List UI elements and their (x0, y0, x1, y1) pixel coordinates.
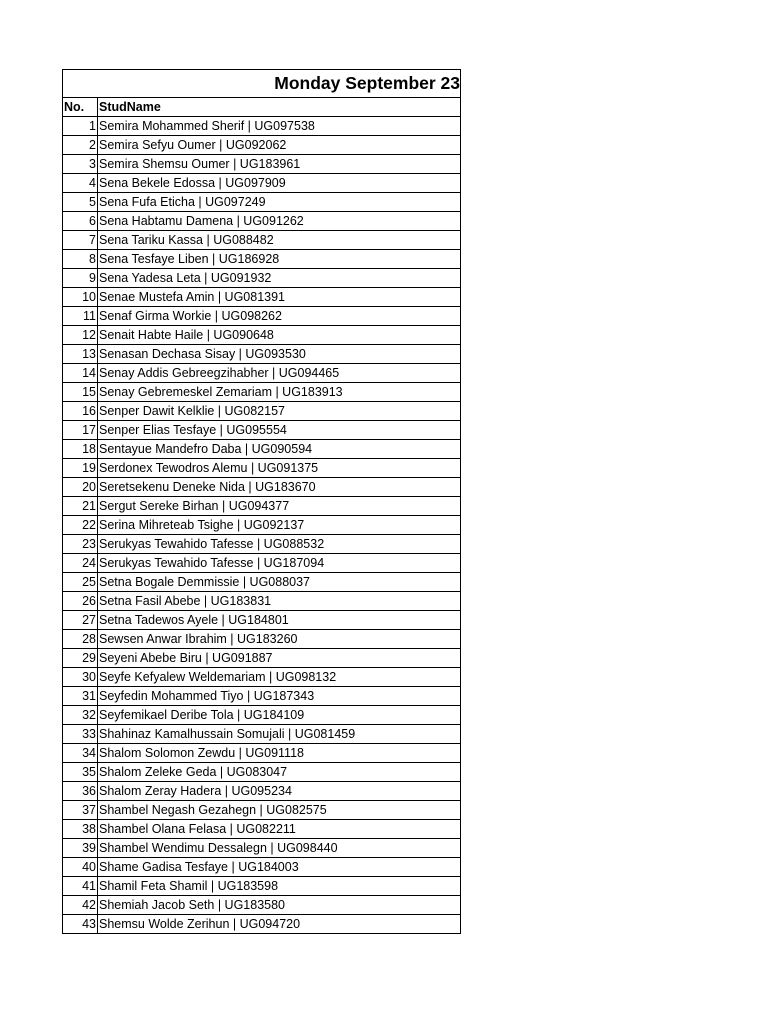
row-number-cell: 10 (63, 288, 98, 307)
row-number-cell: 5 (63, 193, 98, 212)
student-name-cell: Senasan Dechasa Sisay | UG093530 (98, 345, 461, 364)
sheet-title: Monday September 23 (63, 70, 461, 98)
row-number-cell: 20 (63, 478, 98, 497)
table-row (63, 839, 461, 858)
row-number-cell: 26 (63, 592, 98, 611)
row-number-cell: 37 (63, 801, 98, 820)
row-number-cell: 34 (63, 744, 98, 763)
row-number-cell: 31 (63, 687, 98, 706)
table-row (63, 345, 461, 364)
student-name-cell: Senae Mustefa Amin | UG081391 (98, 288, 461, 307)
student-name-cell: Sergut Sereke Birhan | UG094377 (98, 497, 461, 516)
row-number-cell: 3 (63, 155, 98, 174)
row-number-cell: 41 (63, 877, 98, 896)
student-name-cell: Sena Tariku Kassa | UG088482 (98, 231, 461, 250)
row-number-cell: 42 (63, 896, 98, 915)
row-number-cell: 32 (63, 706, 98, 725)
row-number-cell: 28 (63, 630, 98, 649)
table-row (63, 421, 461, 440)
table-row (63, 611, 461, 630)
row-number-cell: 43 (63, 915, 98, 934)
student-name-cell: Shambel Wendimu Dessalegn | UG098440 (98, 839, 461, 858)
row-number-cell: 9 (63, 269, 98, 288)
student-list-body (63, 70, 461, 934)
table-row (63, 383, 461, 402)
header-row (63, 98, 461, 117)
table-row (63, 801, 461, 820)
student-name-cell: Setna Bogale Demmissie | UG088037 (98, 573, 461, 592)
student-name-cell: Sena Habtamu Damena | UG091262 (98, 212, 461, 231)
table-row (63, 630, 461, 649)
row-number-cell: 16 (63, 402, 98, 421)
table-row (63, 668, 461, 687)
student-name-cell: Serukyas Tewahido Tafesse | UG187094 (98, 554, 461, 573)
student-name-cell: Shame Gadisa Tesfaye | UG184003 (98, 858, 461, 877)
table-row (63, 174, 461, 193)
table-row (63, 307, 461, 326)
row-number-cell: 2 (63, 136, 98, 155)
student-name-cell: Shalom Solomon Zewdu | UG091118 (98, 744, 461, 763)
student-name-cell: Serukyas Tewahido Tafesse | UG088532 (98, 535, 461, 554)
table-row (63, 269, 461, 288)
student-name-cell: Semira Shemsu Oumer | UG183961 (98, 155, 461, 174)
student-name-cell: Shamil Feta Shamil | UG183598 (98, 877, 461, 896)
row-number-cell: 15 (63, 383, 98, 402)
student-name-cell: Setna Tadewos Ayele | UG184801 (98, 611, 461, 630)
student-name-cell: Sentayue Mandefro Daba | UG090594 (98, 440, 461, 459)
table-row (63, 592, 461, 611)
table-row (63, 402, 461, 421)
table-row (63, 440, 461, 459)
student-name-cell: Serina Mihreteab Tsighe | UG092137 (98, 516, 461, 535)
table-row (63, 858, 461, 877)
row-number-cell: 33 (63, 725, 98, 744)
table-row (63, 725, 461, 744)
student-name-cell: Senait Habte Haile | UG090648 (98, 326, 461, 345)
student-name-cell: Shambel Negash Gezahegn | UG082575 (98, 801, 461, 820)
row-number-cell: 23 (63, 535, 98, 554)
row-number-cell: 14 (63, 364, 98, 383)
student-name-cell: Senper Dawit Kelklie | UG082157 (98, 402, 461, 421)
table-row (63, 364, 461, 383)
table-row (63, 155, 461, 174)
student-name-cell: Serdonex Tewodros Alemu | UG091375 (98, 459, 461, 478)
row-number-cell: 25 (63, 573, 98, 592)
table-row (63, 516, 461, 535)
row-number-cell: 39 (63, 839, 98, 858)
table-row (63, 535, 461, 554)
table-row (63, 915, 461, 934)
table-row (63, 896, 461, 915)
row-number-cell: 35 (63, 763, 98, 782)
row-number-cell: 11 (63, 307, 98, 326)
student-name-cell: Senay Gebremeskel Zemariam | UG183913 (98, 383, 461, 402)
table-row (63, 820, 461, 839)
row-number-cell: 4 (63, 174, 98, 193)
student-name-cell: Shemiah Jacob Seth | UG183580 (98, 896, 461, 915)
row-number-cell: 8 (63, 250, 98, 269)
row-number-cell: 27 (63, 611, 98, 630)
table-row (63, 649, 461, 668)
student-name-cell: Sewsen Anwar Ibrahim | UG183260 (98, 630, 461, 649)
student-name-cell: Senper Elias Tesfaye | UG095554 (98, 421, 461, 440)
table-row (63, 117, 461, 136)
table-row (63, 478, 461, 497)
table-row (63, 288, 461, 307)
table-row (63, 573, 461, 592)
row-number-cell: 12 (63, 326, 98, 345)
student-name-cell: Shambel Olana Felasa | UG082211 (98, 820, 461, 839)
table-row (63, 877, 461, 896)
row-number-cell: 18 (63, 440, 98, 459)
row-number-cell: 19 (63, 459, 98, 478)
student-list-table (62, 69, 461, 934)
student-name-cell: Senay Addis Gebreegzihabher | UG094465 (98, 364, 461, 383)
row-number-cell: 22 (63, 516, 98, 535)
student-name-cell: Shemsu Wolde Zerihun | UG094720 (98, 915, 461, 934)
table-row (63, 326, 461, 345)
student-name-cell: Semira Sefyu Oumer | UG092062 (98, 136, 461, 155)
row-number-cell: 21 (63, 497, 98, 516)
table-row (63, 763, 461, 782)
row-number-cell: 38 (63, 820, 98, 839)
row-number-cell: 29 (63, 649, 98, 668)
row-number-cell: 6 (63, 212, 98, 231)
student-name-cell: Sena Tesfaye Liben | UG186928 (98, 250, 461, 269)
row-number-cell: 36 (63, 782, 98, 801)
student-name-cell: Seyeni Abebe Biru | UG091887 (98, 649, 461, 668)
table-row (63, 744, 461, 763)
table-row (63, 193, 461, 212)
student-name-cell: Shahinaz Kamalhussain Somujali | UG081459 (98, 725, 461, 744)
table-row (63, 706, 461, 725)
student-name-cell: Seyfedin Mohammed Tiyo | UG187343 (98, 687, 461, 706)
row-number-cell: 17 (63, 421, 98, 440)
table-row (63, 136, 461, 155)
row-number-cell: 24 (63, 554, 98, 573)
row-number-cell: 1 (63, 117, 98, 136)
student-name-cell: Sena Fufa Eticha | UG097249 (98, 193, 461, 212)
student-name-cell: Setna Fasil Abebe | UG183831 (98, 592, 461, 611)
row-number-cell: 30 (63, 668, 98, 687)
row-number-cell: 7 (63, 231, 98, 250)
table-row (63, 687, 461, 706)
table-row (63, 212, 461, 231)
student-name-cell: Sena Yadesa Leta | UG091932 (98, 269, 461, 288)
student-name-cell: Seyfe Kefyalew Weldemariam | UG098132 (98, 668, 461, 687)
student-name-cell: Senaf Girma Workie | UG098262 (98, 307, 461, 326)
student-name-cell: Shalom Zeleke Geda | UG083047 (98, 763, 461, 782)
table-row (63, 782, 461, 801)
column-header-no: No. (63, 98, 98, 117)
table-row (63, 554, 461, 573)
table-row (63, 231, 461, 250)
column-header-studname: StudName (98, 98, 461, 117)
table-row (63, 459, 461, 478)
table-row (63, 497, 461, 516)
table-row (63, 250, 461, 269)
row-number-cell: 13 (63, 345, 98, 364)
student-name-cell: Seretsekenu Deneke Nida | UG183670 (98, 478, 461, 497)
title-row (63, 70, 461, 98)
row-number-cell: 40 (63, 858, 98, 877)
student-name-cell: Sena Bekele Edossa | UG097909 (98, 174, 461, 193)
student-name-cell: Semira Mohammed Sherif | UG097538 (98, 117, 461, 136)
student-name-cell: Seyfemikael Deribe Tola | UG184109 (98, 706, 461, 725)
student-name-cell: Shalom Zeray Hadera | UG095234 (98, 782, 461, 801)
